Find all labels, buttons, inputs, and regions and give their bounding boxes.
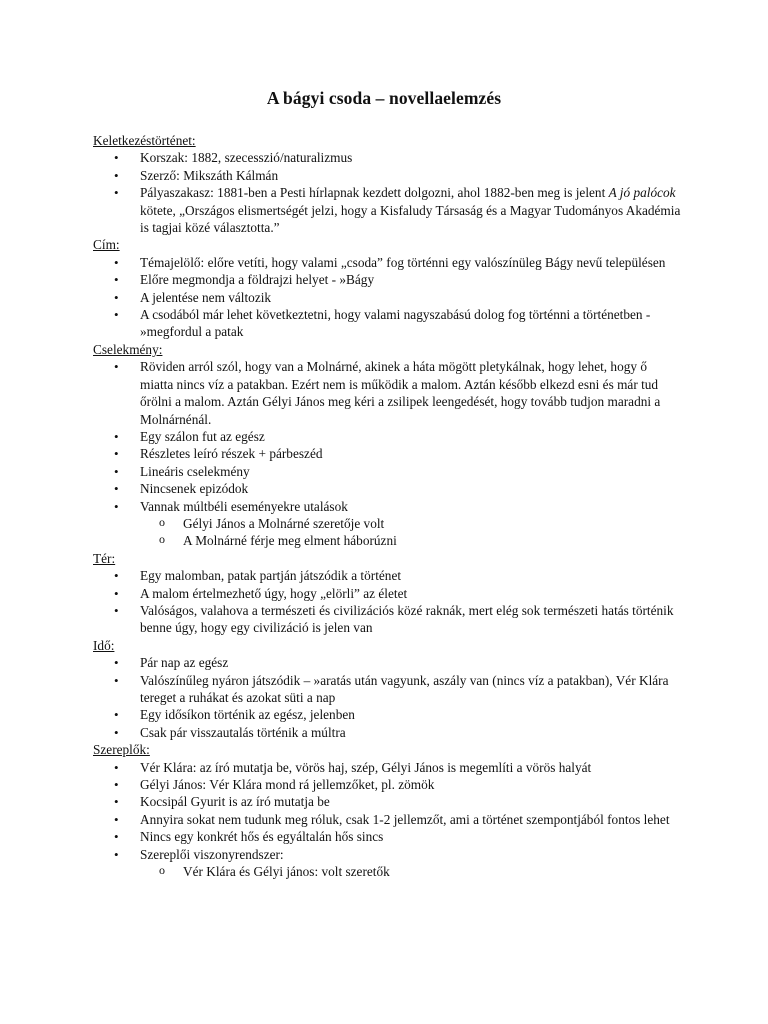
document-title: A bágyi csoda – novellaelemzés [266,88,502,108]
bullet-list-cim [93,254,683,341]
list-item: • Lineáris cselekmény [140,463,683,480]
list-item: • A jelentése nem változik [140,289,683,306]
section-heading-ido: Idő: [93,637,115,653]
list-item: • Egy malomban, patak partján játszódik a történet [140,567,683,584]
sub-list-szereplok [140,863,683,880]
sub-list-item: o A Molnárné férje meg elment háborúzni [183,532,683,549]
list-item [140,846,683,881]
list-item-text: kötete, „Országos elismertségét jelzi, hogy a Kisfaludy Társaság és a Magyar Tudományos Akadémia is tagjai közé választotta.” [140,202,681,236]
sub-list-item: o Vér Klára és Gélyi jános: volt szeretők [183,863,683,880]
list-item [140,498,683,550]
list-item: • A csodából már lehet következtetni, hogy valami nagyszabású dolog fog történni a történetben - »megfordul a patak [140,306,683,341]
bullet-list-ter [93,567,683,637]
list-item: • Előre megmondja a földrajzi helyet - »Bágy [140,271,683,288]
bullet-list-cselekmeny [93,358,683,549]
list-item [140,184,683,236]
list-item: • Röviden arról szól, hogy van a Molnárné, akinek a háta mögött pletykálnak, hogy lehet, hogy ő miatta nincs víz a patakban. Ezért nem is működik a malom. Aztán később elkezd esni és már tud őrölni a malom. Aztán Gélyi János meg kéri a zsilipek leengedését, hogy tovább tudjon maradni a Molnárnénál. [140,358,683,428]
list-item: • Nincsenek epizódok [140,480,683,497]
list-item: • Valószínűleg nyáron játszódik – »aratás után vagyunk, aszály van (nincs víz a patakban), Vér Klára tereget a ruhákat és azokat süti a nap [140,672,683,707]
section-heading-cim: Cím: [93,237,120,253]
list-item: • Valóságos, valahova a természeti és civilizációs közé raknák, mert elég sok természeti hatás történik benne úgy, hogy egy civilizáció is jelen van [140,602,683,637]
bullet-list-szereplok [93,759,683,881]
list-item: • Részletes leíró részek + párbeszéd [140,445,683,462]
section-heading-cselekmeny: Cselekmény: [93,341,163,357]
bullet-list-ido [93,654,683,741]
book-title-italic: A jó palócok [608,185,676,201]
list-item-text: Szereplői viszonyrendszer: [140,846,284,862]
list-item-text: Pályaszakasz: 1881-ben a Pesti hírlapnak kezdett dolgozni, ahol 1882-ben meg is jelent [140,185,609,201]
list-item: • Nincs egy konkrét hős és egyáltalán hős sincs [140,828,683,845]
list-item: • Annyira sokat nem tudunk meg róluk, csak 1-2 jellemzőt, ami a történet szempontjából fontos lehet [140,811,683,828]
list-item-text: Vannak múltbéli eseményekre utalások [140,498,348,514]
section-heading-ter: Tér: [93,550,116,566]
bullet-list-keletkezes [93,149,683,236]
list-item: • Csak pár visszautalás történik a múltra [140,724,683,741]
list-item: • Egy idősíkon történik az egész, jelenben [140,706,683,723]
list-item: • Egy szálon fut az egész [140,428,683,445]
list-item: • Gélyi János: Vér Klára mond rá jellemzőket, pl. zömök [140,776,683,793]
list-item: • Szerző: Mikszáth Kálmán [140,167,683,184]
list-item: • Korszak: 1882, szecesszió/naturalizmus [140,149,683,166]
document-body [93,132,683,880]
list-item: • Pár nap az egész [140,654,683,671]
sub-list-cselekmeny [140,515,683,550]
list-item: • Kocsipál Gyurit is az író mutatja be [140,793,683,810]
sub-list-item: o Gélyi János a Molnárné szeretője volt [183,515,683,532]
section-heading-szereplok: Szereplők: [93,742,150,758]
list-item: • Vér Klára: az író mutatja be, vörös haj, szép, Gélyi János is megemlíti a vörös halyát [140,759,683,776]
list-item: • Témajelölő: előre vetíti, hogy valami „csoda” fog történni egy valószínüleg Bágy nevű településen [140,254,683,271]
section-heading-keletkezes: Keletkezéstörténet: [93,133,196,148]
list-item: • A malom értelmezhető úgy, hogy „elörli” az életet [140,585,683,602]
